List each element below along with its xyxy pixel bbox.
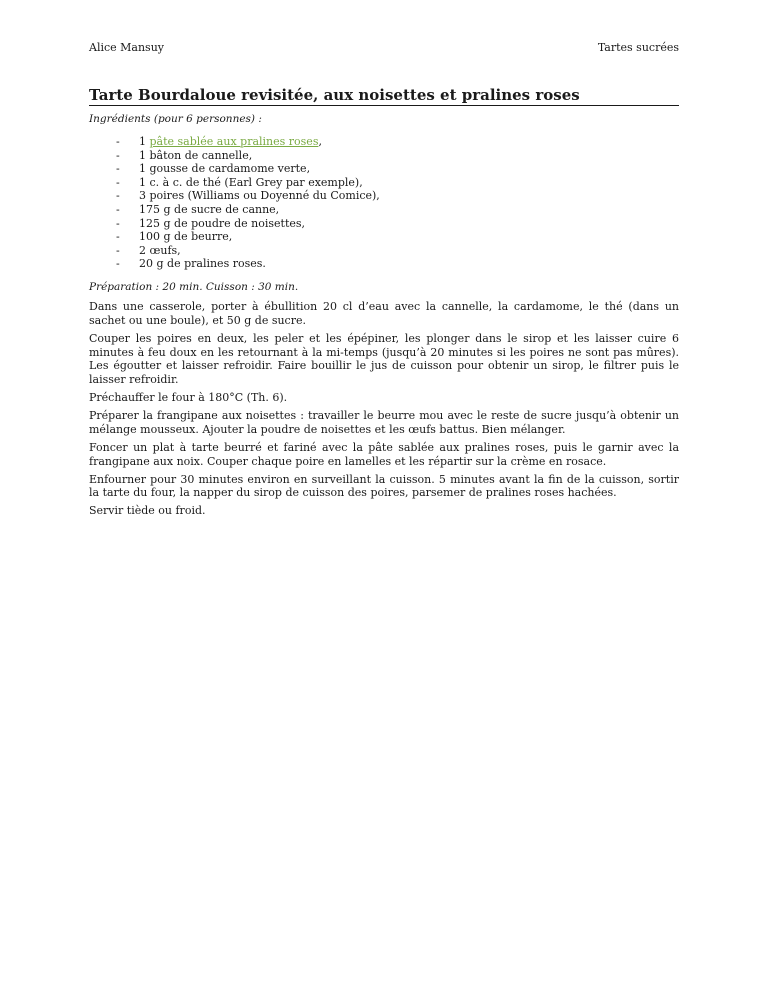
recipe-steps (89, 300, 679, 523)
ingredient-text: 20 g de pralines roses. (139, 257, 266, 271)
list-marker: - (116, 230, 120, 244)
prep-time-label: Préparation : 20 min. Cuisson : 30 min. (89, 281, 299, 293)
step-paragraph: Foncer un plat à tarte beurré et fariné avec la pâte sablée aux pralines roses, puis le garnir avec la frangipane aux noix. Couper chaque poire en lamelles et les répartir sur la crème en rosace. (89, 440, 679, 468)
recipe-title: Tarte Bourdaloue revisitée, aux noisettes et pralines roses (89, 86, 679, 106)
step-paragraph: Couper les poires en deux, les peler et les épépiner, les plonger dans le sirop et les laisser cuire 6 minutes à feu doux en les retournant à la mi-temps (jusqu’à 20 minutes si les poires ne sont pas mûres). Les égoutter et laisser refroidir. Faire bouillir le jus de cuisson pour obtenir un sirop, le filtrer puis le laisser refroidir. (89, 331, 679, 386)
ingredient-text: 1 bâton de cannelle, (139, 148, 253, 162)
list-marker: - (116, 243, 120, 257)
ingredient-quantity: 1 (139, 135, 146, 148)
header-author: Alice Mansuy (89, 41, 164, 54)
list-marker: - (116, 257, 120, 271)
ingredient-item (89, 135, 380, 149)
ingredient-text: 125 g de poudre de noisettes, (139, 216, 306, 230)
ingredient-item (89, 189, 380, 203)
ingredient-item (89, 149, 380, 163)
list-marker: - (116, 175, 120, 189)
step-paragraph: Préchauffer le four à 180°C (Th. 6). (89, 391, 288, 404)
ingredient-item (89, 162, 380, 176)
ingredient-list (89, 135, 380, 271)
ingredient-item (89, 203, 380, 217)
step-paragraph: Préparer la frangipane aux noisettes : travailler le beurre mou avec le reste de sucre jusqu’à obtenir un mélange mousseux. Ajouter la poudre de noisettes et les œufs battus. Bien mélanger. (89, 409, 679, 436)
ingredients-label: Ingrédients (pour 6 personnes) : (89, 113, 262, 125)
list-marker: - (116, 202, 120, 216)
ingredient-text: 1 gousse de cardamome verte, (139, 162, 311, 176)
list-marker: - (116, 148, 120, 162)
ingredient-item (89, 244, 380, 258)
ingredient-suffix: , (318, 135, 322, 148)
ingredient-item (89, 230, 380, 244)
list-marker: - (116, 162, 120, 176)
step-paragraph: Enfourner pour 30 minutes environ en surveillant la cuisson. 5 minutes avant la fin de la cuisson, sortir la tarte du four, la napper du sirop de cuisson des poires, parsemer de pralines roses hachées. (89, 472, 679, 500)
step-paragraph: Dans une casserole, porter à ébullition 20 cl d’eau avec la cannelle, la cardamome, le thé (dans un sachet ou une boule), et 50 g de sucre. (89, 300, 679, 327)
ingredient-text: 2 œufs, (139, 243, 181, 257)
header-category: Tartes sucrées (597, 41, 679, 54)
step-paragraph: Servir tiède ou froid. (89, 504, 206, 518)
list-marker: - (116, 189, 120, 203)
ingredient-item (89, 176, 380, 190)
pate-sablee-link[interactable]: pâte sablée aux pralines roses (149, 135, 319, 148)
list-marker: - (116, 216, 120, 230)
ingredient-item (89, 217, 380, 231)
ingredient-text: 3 poires (Williams ou Doyenné du Comice), (139, 189, 380, 203)
ingredient-item (89, 257, 380, 271)
list-marker: - (116, 135, 120, 148)
page-header (89, 41, 679, 54)
ingredient-text: 1 c. à c. de thé (Earl Grey par exemple), (139, 175, 363, 189)
ingredient-text: 100 g de beurre, (139, 230, 233, 244)
ingredient-text: 175 g de sucre de canne, (139, 202, 280, 216)
